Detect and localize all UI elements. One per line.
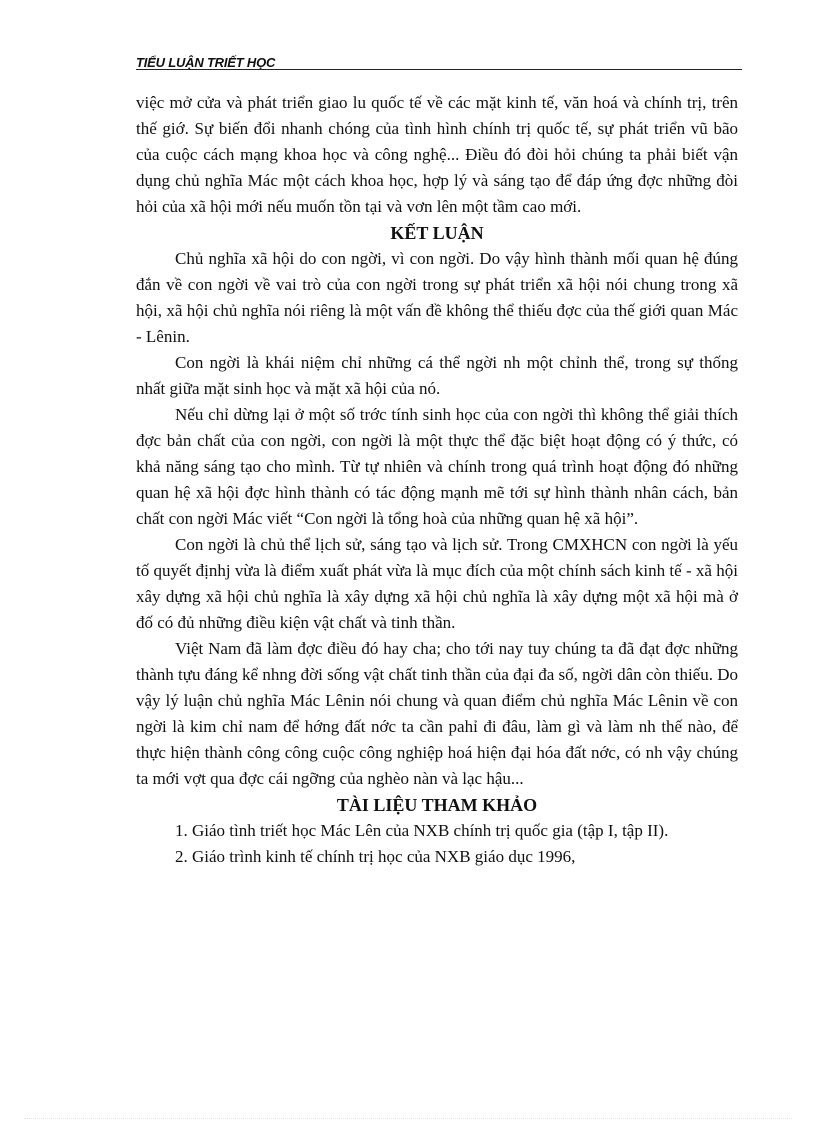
running-header-title: TIỂU LUẬN TRIẾT HỌC — [136, 55, 276, 70]
conclusion-paragraph: Con ngời là chủ thể lịch sử, sáng tạo và lịch sử. Trong CMXHCN con ngời là yếu tố quyết địnhj vừa là điểm xuất phát vừa là mục đích của một chính sách kinh tế - xã hội xây dựng xã hội chủ nghĩa là xây dựng xã hội chủ nghĩa là xây dựng một xã hội mà ở đố có đủ những điều kiện vật chất và tinh thần. — [136, 535, 738, 632]
conclusion-paragraph: Việt Nam đã làm đợc điều đó hay cha; cho tới nay tuy chúng ta đã đạt đợc những thành tựu đáng kể nhng đời sống vật chất tinh thần của đại đa số, ngời dân còn thiếu. Do vậy lý luận chủ nghĩa Mác Lênin nói chung và quan điểm chủ nghĩa Mác Lênin về con ngời là kim chỉ nam để hớng đất nớc ta cần pahỉ đi đâu, làm gì và làm nh thế nào, để thực hiện thành công công cuộc công nghiệp hoá hiện đại hóa đất nớc, có nh vậy chúng ta mới vợt qua đợc cái ngỡng của nghèo nàn và lạc hậu... — [136, 639, 738, 788]
reference-item: 2. Giáo trình kinh tế chính trị học của NXB giáo dục 1996, — [175, 847, 576, 866]
conclusion-paragraph: Con ngời là khái niệm chỉ những cá thể ngời nh một chỉnh thể, trong sự thống nhất giữa mặt sinh học và mặt xã hội của nó. — [136, 353, 738, 398]
conclusion-paragraph: Chủ nghĩa xã hội do con ngời, vì con ngời. Do vậy hình thành mối quan hệ đúng đắn về con ngời về vai trò của con ngời trong sự phát triển xã hội nói chung trong xã hội, xã hội chủ nghĩa nói riêng là một vấn đề không thể thiếu đợc của thế giới quan Mác - Lênin. — [136, 249, 738, 346]
header-rule — [136, 69, 742, 70]
conclusion-paragraph: Nếu chỉ dừng lại ở một số trớc tính sinh học của con ngời thì không thể giải thích đợc bản chất của con ngời, con ngời là một thực thể đặc biệt hoạt động có ý thức, có khả năng sáng tạo cho mình. Từ tự nhiên và chính trong quá trình hoạt động đó những quan hệ xã hội đợc hình thành có tác động mạnh mẽ tới sự hình thành nhân cách, bản chất con ngời Mác viết “Con ngời là tổng hoà của những quan hệ xã hội”. — [136, 405, 738, 528]
references-list — [136, 818, 738, 870]
reference-item: 1. Giáo tình triết học Mác Lên của NXB chính trị quốc gia (tập I, tập II). — [175, 821, 669, 840]
footer-dotted-rule — [24, 1118, 792, 1119]
conclusion-heading: KẾT LUẬN — [390, 223, 484, 243]
references-heading: TÀI LIỆU THAM KHẢO — [336, 795, 538, 815]
intro-paragraph: việc mở cửa và phát triển giao lu quốc tế về các mặt kinh tế, văn hoá và chính trị, trên thế giớ. Sự biến đổi nhanh chóng của tình hình chính trị quốc tế, sự phát triển vũ bão của cuộc cách mạng khoa học và công nghệ... Điều đó đòi hỏi chúng ta phải biết vận dụng chủ nghĩa Mác một cách khoa học, hợp lý và sáng tạo để đáp ứng đợc những đòi hỏi của xã hội mới nếu muốn tồn tại và vơn lên một tầm cao mới. — [136, 93, 738, 216]
document-body — [136, 90, 738, 870]
